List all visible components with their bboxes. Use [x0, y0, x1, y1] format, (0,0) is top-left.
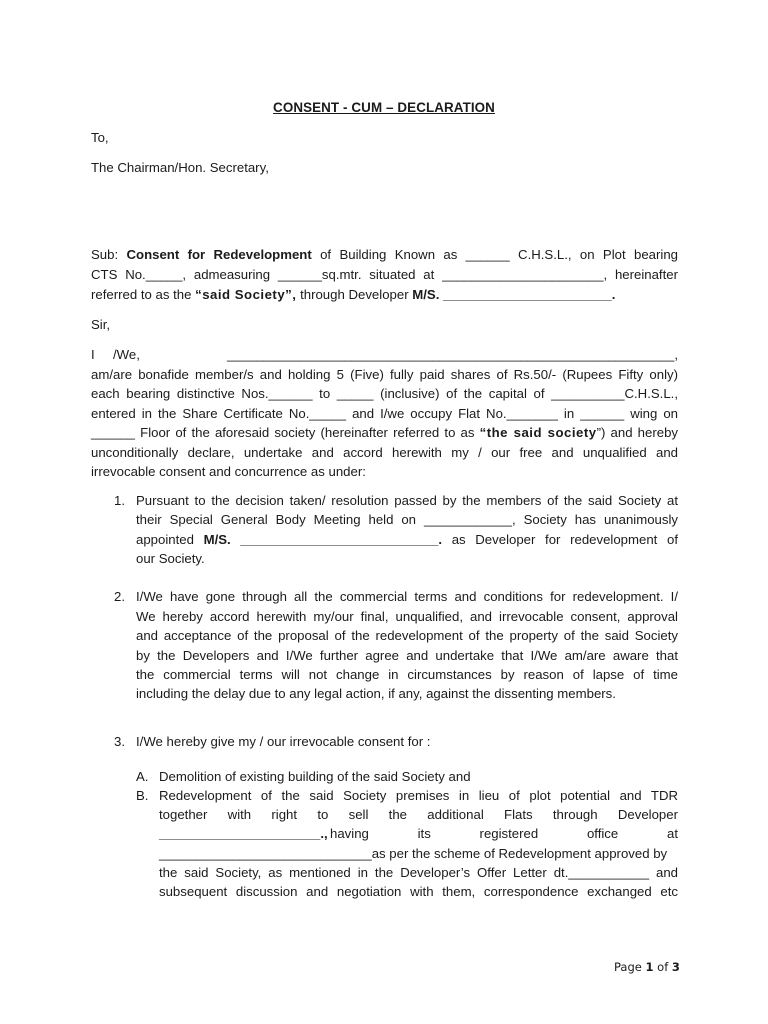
page-footer	[614, 960, 680, 974]
body-line-2: am/are bonafide member/s and holding 5 (Five) fully paid shares of Rs.50/- (Rupees Fifty only)	[91, 367, 678, 382]
subitem-b-label: B.	[136, 788, 149, 803]
body-line-5-post: ”) and hereby	[596, 425, 678, 440]
item-2-line-6: including the delay due to any legal action, if any, against the dissenting members.	[136, 686, 616, 701]
document-title: CONSENT - CUM – DECLARATION	[273, 100, 495, 115]
subitem-b-line-1: Redevelopment of the said Society premises in lieu of plot potential and TDR	[159, 788, 678, 803]
item-1-line-2: their Special General Body Meeting held on ____________, Society has unanimously	[136, 512, 678, 527]
subitem-b-line-3-rest: having its registered office at	[330, 826, 678, 841]
subitem-a-label: A.	[136, 769, 149, 784]
item-2-line-1: I/We have gone through all the commercial terms and conditions for redevelopment. I/	[136, 589, 678, 604]
footer-current-page: 1	[645, 960, 654, 974]
item-1-line-3	[136, 530, 678, 549]
item-1-line-4: our Society.	[136, 551, 205, 566]
subitem-b-line-6: subsequent discussion and negotiation with them, correspondence exchanged etc	[159, 884, 678, 899]
subitem-b-line-2: together with right to sell the additional Flats through Developer	[159, 807, 678, 822]
body-line-5	[91, 423, 678, 442]
body-line-1-blank: _____________________________________________________________,	[226, 347, 678, 362]
subitem-b-line-4	[159, 844, 678, 863]
item-3-line-1: I/We hereby give my / our irrevocable consent for :	[136, 734, 431, 749]
item-2-line-5: the commercial terms will not change in circumstances by reason of lapse of time	[136, 667, 678, 682]
body-line-3: each bearing distinctive Nos.______ to _____ (inclusive) of the capital of __________C.H.S.L.,	[91, 386, 678, 401]
the-said-society-bold: “the said society	[479, 425, 597, 440]
item-1-appointed: appointed	[136, 532, 204, 547]
developer-ms: M/S. _______________________.	[412, 287, 616, 302]
subject-rest: of Building Known as ______ C.H.S.L., on Plot bearing	[311, 247, 678, 262]
salutation: Sir,	[91, 317, 111, 332]
footer-page-word: Page	[614, 960, 646, 974]
subject-line-2: CTS No._____, admeasuring ______sq.mtr. situated at ______________________, hereinafter	[91, 267, 678, 282]
body-line-6: unconditionally declare, undertake and accord herewith my / our free and unqualified and	[91, 445, 678, 460]
item-2-line-4: by the Developers and I/We further agree and undertake that I/We am/are aware that	[136, 648, 678, 663]
item-1-line-1: Pursuant to the decision taken/ resolution passed by the members of the said Society at	[136, 493, 678, 508]
body-line-7: irrevocable consent and concurrence as under:	[91, 464, 366, 479]
item-3-number: 3.	[114, 734, 125, 749]
subject-referred: referred to as the	[91, 287, 196, 302]
subject-line-1	[91, 245, 678, 264]
footer-of-word: of	[653, 960, 672, 974]
item-1-number: 1.	[114, 493, 125, 508]
body-line-1-start: I /We,	[91, 347, 140, 362]
body-line-5-pre: ______ Floor of the aforesaid society (hereinafter referred to as	[91, 425, 480, 440]
subject-prefix: Sub:	[91, 247, 127, 262]
subject-developer: through Developer	[296, 287, 413, 302]
subitem-b-line-3-blank	[159, 824, 328, 843]
subitem-a-text: Demolition of existing building of the said Society and	[159, 769, 471, 784]
subitem-b-line-5: the said Society, as mentioned in the Developer’s Offer Letter dt.___________ and	[159, 865, 678, 880]
to-line: To,	[91, 130, 109, 145]
subitem-b-developer-blank: ______________________.,	[159, 826, 328, 841]
subject-bold: Consent for Redevelopment	[126, 247, 312, 262]
footer-total-pages: 3	[671, 960, 680, 974]
body-line-4: entered in the Share Certificate No._____ and I/we occupy Flat No._______ in ______ wing on	[91, 406, 678, 421]
item-1-ms-bold: M/S. ___________________________.	[203, 532, 443, 547]
addressee-line: The Chairman/Hon. Secretary,	[91, 160, 269, 175]
item-2-line-2: We hereby accord herewith my/our final, unqualified, and irrevocable consent, approval	[136, 609, 678, 624]
item-2-number: 2.	[114, 589, 125, 604]
subitem-b-office-blank: _____________________________	[159, 846, 372, 861]
said-society-bold: “said Society”,	[195, 287, 297, 302]
item-1-developer: as Developer for redevelopment of	[442, 532, 678, 547]
subject-line-3	[91, 285, 615, 304]
item-2-line-3: and acceptance of the proposal of the redevelopment of the property of the said Society	[136, 628, 678, 643]
subitem-b-scheme: as per the scheme of Redevelopment approved by	[371, 846, 668, 861]
